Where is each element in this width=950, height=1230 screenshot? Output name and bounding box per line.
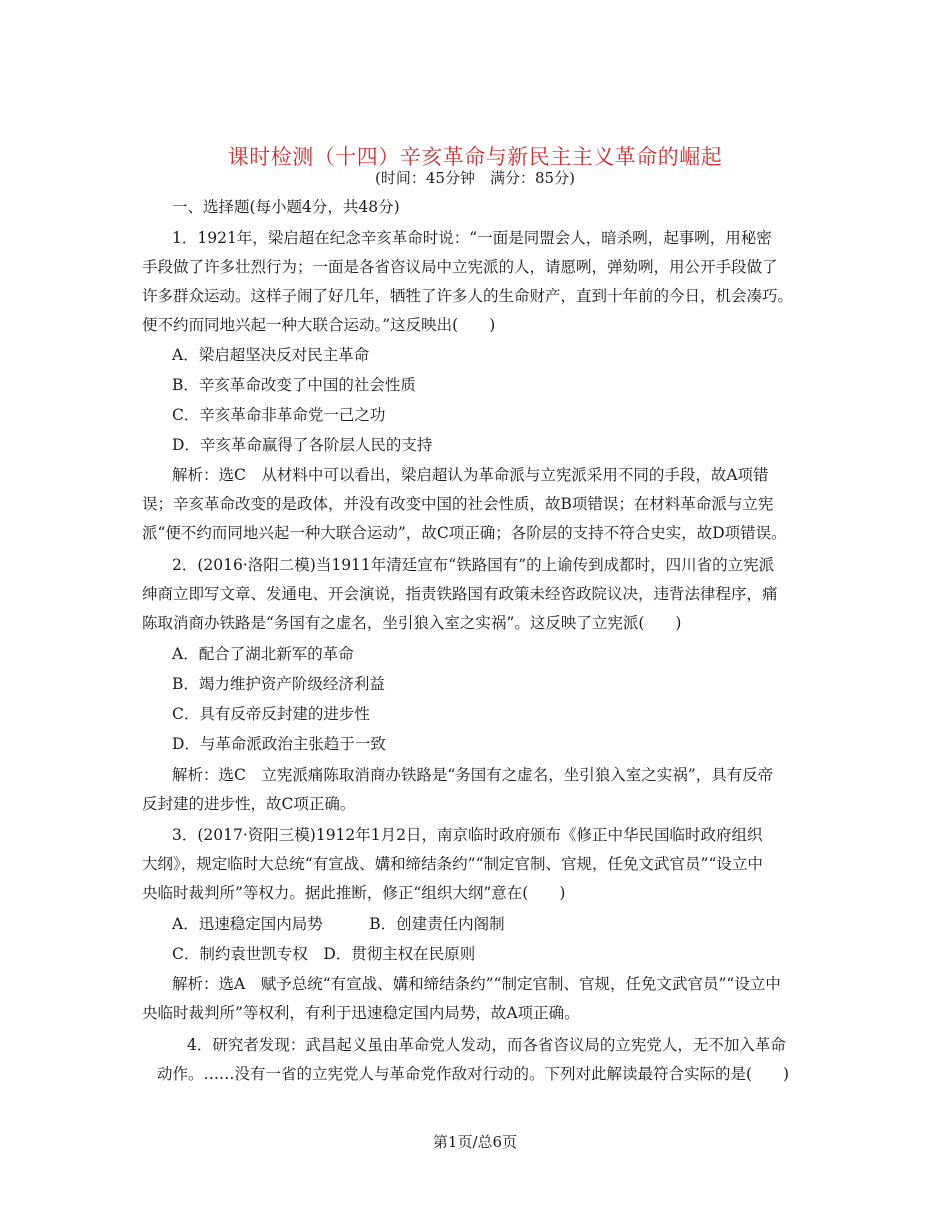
q3-analysis-line: 央临时裁判所”等权利，有利于迅速稳定国内局势，故A项正确。 — [142, 1004, 580, 1022]
q3-option: C．制约袁世凯专权 D．贯彻主权在民原则 — [172, 945, 476, 963]
q1-option: D．辛亥革命赢得了各阶层人民的支持 — [172, 436, 433, 454]
q1-stem-line: 1．1921年，梁启超在纪念辛亥革命时说：“一面是同盟会人，暗杀咧，起事咧，用秘密 — [172, 229, 772, 247]
q2-analysis-line: 解析：选C 立宪派痛陈取消商办铁路是“务国有之虚名，坐引狼入室之实祸”，具有反帝 — [172, 766, 774, 784]
q1-option: C．辛亥革命非革命党一己之功 — [172, 406, 386, 424]
q3-stem-line: 央临时裁判所”等权力。据此推断，修正“组织大纲”意在( ) — [142, 884, 566, 902]
q1-analysis-line: 误；辛亥革命改变的是政体，并没有改变中国的社会性质，故B项错误；在材料革命派与立宪 — [142, 495, 774, 513]
page-subtitle: (时间：45分钟 满分：85分) — [375, 169, 575, 187]
q2-stem-line: 2．(2016·洛阳二模)当1911年清廷宣布“铁路国有”的上谕传到成都时，四川省的立宪派 — [172, 556, 775, 574]
section-heading: 一、选择题(每小题4分，共48分) — [172, 198, 400, 216]
q1-analysis-line: 解析：选C 从材料中可以看出，梁启超认为革命派与立宪派采用不同的手段，故A项错 — [172, 466, 769, 484]
q4-stem-line: 4．研究者发现：武昌起义虽由革命党人发动，而各省咨议局的立宪党人，无不加入革命 — [187, 1036, 786, 1054]
q2-stem-line: 陈取消商办铁路是“务国有之虚名，坐引狼入室之实祸”。这反映了立宪派( ) — [142, 614, 682, 632]
q1-analysis-line: 派“便不约而同地兴起一种大联合运动”，故C项正确；各阶层的支持不符合史实，故D项错误。 — [142, 524, 787, 542]
q3-stem-line: 3．(2017·资阳三模)1912年1月2日，南京临时政府颁布《修正中华民国临时政府组织 — [172, 826, 763, 844]
q2-option: D．与革命派政治主张趋于一致 — [172, 735, 386, 753]
q2-option: C．具有反帝反封建的进步性 — [172, 705, 370, 723]
q2-option: B．竭力维护资产阶级经济利益 — [172, 675, 385, 693]
q4-stem-line: 动作。……没有一省的立宪党人与革命党作敌对行动的。下列对此解读最符合实际的是( ) — [157, 1065, 790, 1083]
q3-option: A．迅速稳定国内局势 B．创建责任内阁制 — [172, 915, 505, 933]
q2-analysis-line: 反封建的进步性，故C项正确。 — [142, 795, 356, 813]
q1-stem-line: 便不约而同地兴起一种大联合运动。”这反映出( ) — [142, 316, 496, 334]
q2-stem-line: 绅商立即写文章、发通电、开会演说，指责铁路国有政策未经咨政院议决，违背法律程序，痛 — [142, 585, 778, 603]
q1-stem-line: 许多群众运动。这样子闹了好几年，牺牲了许多人的生命财产，直到十年前的今日，机会凑巧。 — [142, 287, 794, 305]
page-footer: 第1页/总6页 — [432, 1133, 518, 1151]
q2-option: A．配合了湖北新军的革命 — [172, 645, 354, 663]
q3-stem-line: 大纲》，规定临时大总统“有宣战、媾和缔结条约”“制定官制、官规，任免文武官员”“设立中 — [142, 855, 763, 873]
page-title: 课时检测（十四）辛亥革命与新民主主义革命的崛起 — [227, 145, 723, 169]
q1-option: A．梁启超坚决反对民主革命 — [172, 346, 370, 364]
q1-stem-line: 手段做了许多壮烈行为；一面是各省咨议局中立宪派的人，请愿咧，弹劾咧，用公开手段做了 — [142, 258, 778, 276]
q3-analysis-line: 解析：选A 赋予总统“有宣战、媾和缔结条约”“制定官制、官规，任免文武官员”“设立中 — [172, 975, 781, 993]
q1-option: B．辛亥革命改变了中国的社会性质 — [172, 376, 416, 394]
